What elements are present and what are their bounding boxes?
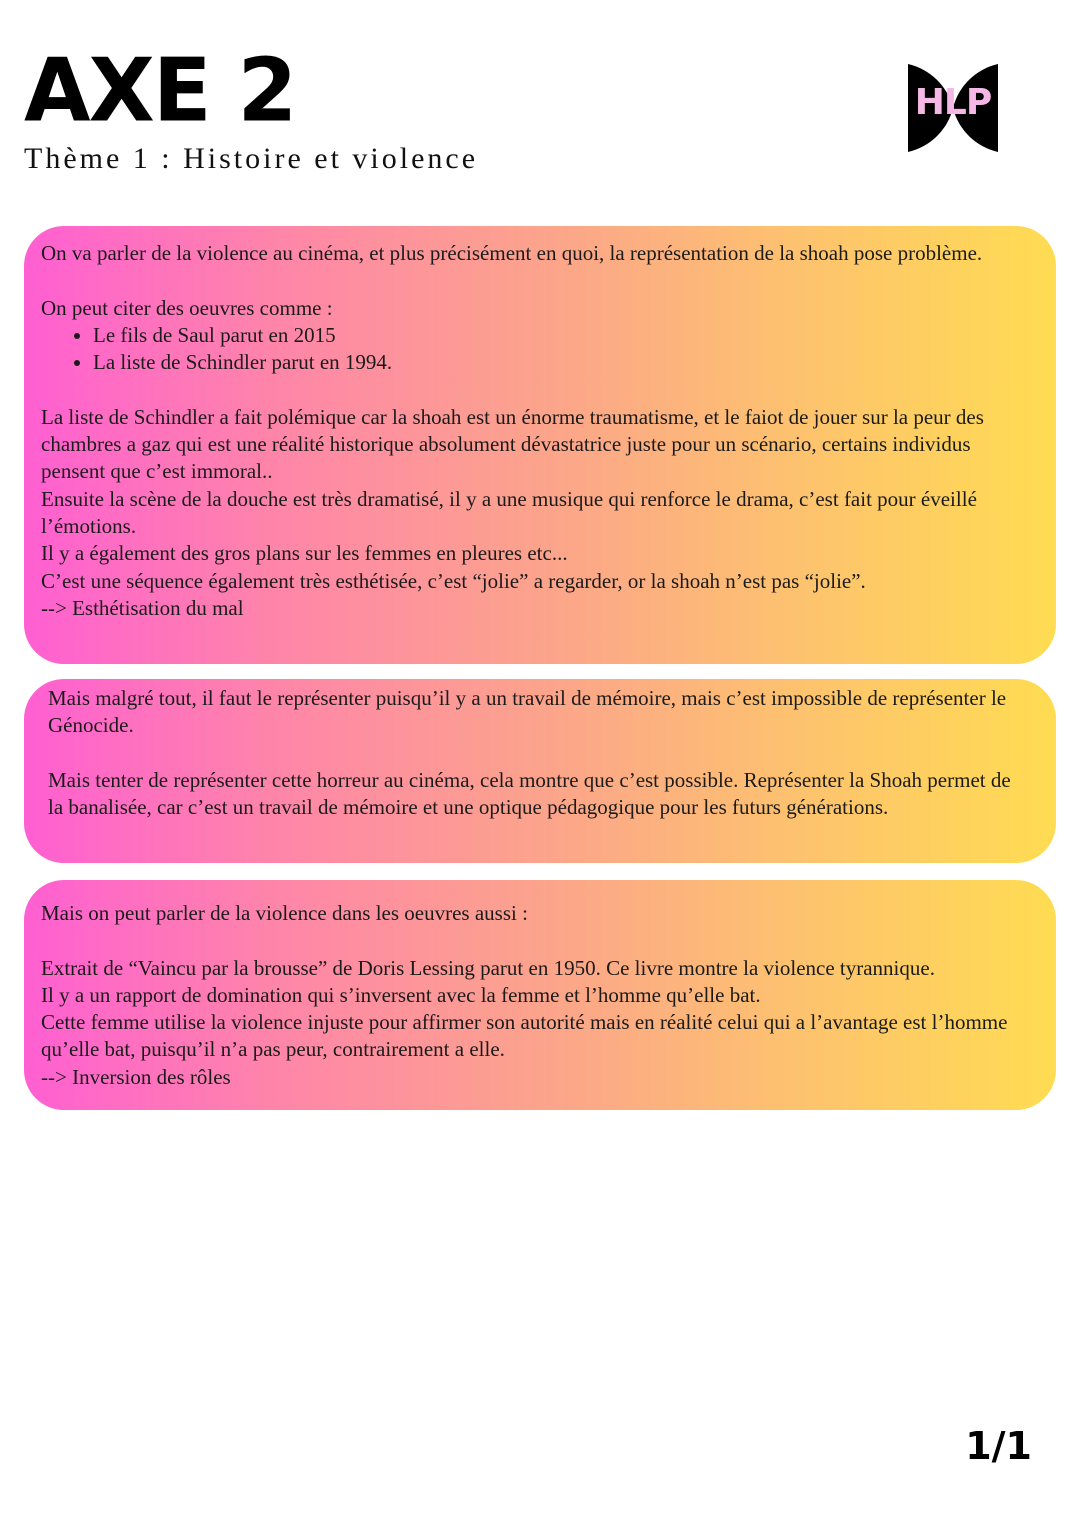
- page-number: 1/1: [965, 1424, 1032, 1468]
- conclusion: --> Inversion des rôles: [41, 1064, 231, 1089]
- conclusion: --> Esthétisation du mal: [41, 595, 244, 620]
- page-subtitle: Thème 1 : Histoire et violence: [24, 142, 479, 175]
- page-title: AXE 2: [24, 40, 296, 142]
- card-intro: On va parler de la violence au cinéma, et plus précisément en quoi, la représentation de la shoah pose problème.: [41, 241, 983, 265]
- hlp-logo: [908, 64, 998, 152]
- list-item: • La liste de Schindler parut en 1994.: [93, 349, 1016, 376]
- paragraph: Cette femme utilise la violence injuste pour affirmer son autorité mais en réalité celui qui a l’avantage est l’homme qu’elle bat, puisqu’il n’a pas peur, contrairement a elle.: [41, 1010, 1008, 1062]
- works-list: [41, 322, 1016, 377]
- logo-text: HLP: [914, 82, 992, 123]
- paragraph: C’est une séquence également très esthétisée, c’est “jolie” a regarder, or la shoah n’est pas “jolie”.: [41, 568, 866, 593]
- paragraph: Mais tenter de représenter cette horreur au cinéma, cela montre que c’est possible. Représenter la Shoah permet de la banalisée, car c’est un travail de mémoire et une optique pédagogique pour les futurs générations.: [48, 767, 1011, 820]
- list-intro: On peut citer des oeuvres comme :: [41, 295, 333, 320]
- paragraph: Extrait de “Vaincu par la brousse” de Doris Lessing parut en 1950. Ce livre montre la violence tyrannique.: [41, 955, 935, 980]
- card-shoah-cinema: [24, 226, 1056, 664]
- paragraph: La liste de Schindler a fait polémique car la shoah est un énorme traumatisme, et le faiot de jouer sur la peur des chambres a gaz qui est une réalité historique absolument dévastatrice juste pour un scénario, certains individus pensent que c’est immoral..: [41, 404, 984, 484]
- card-memory: [24, 679, 1056, 863]
- paragraph: Ensuite la scène de la douche est très dramatisé, il y a une musique qui renforce le drama, c’est fait pour éveillé l’émotions.: [41, 486, 977, 538]
- card-intro: Mais on peut parler de la violence dans les oeuvres aussi :: [41, 901, 528, 925]
- paragraph: Il y a un rapport de domination qui s’inversent avec la femme et l’homme qu’elle bat.: [41, 982, 761, 1007]
- list-item: • Le fils de Saul parut en 2015: [93, 322, 1016, 349]
- paragraph: Il y a également des gros plans sur les femmes en pleures etc...: [41, 541, 568, 566]
- paragraph: Mais malgré tout, il faut le représenter puisqu’il y a un travail de mémoire, mais c’est impossible de représenter le Génocide.: [48, 686, 1007, 738]
- card-literature: [24, 880, 1056, 1110]
